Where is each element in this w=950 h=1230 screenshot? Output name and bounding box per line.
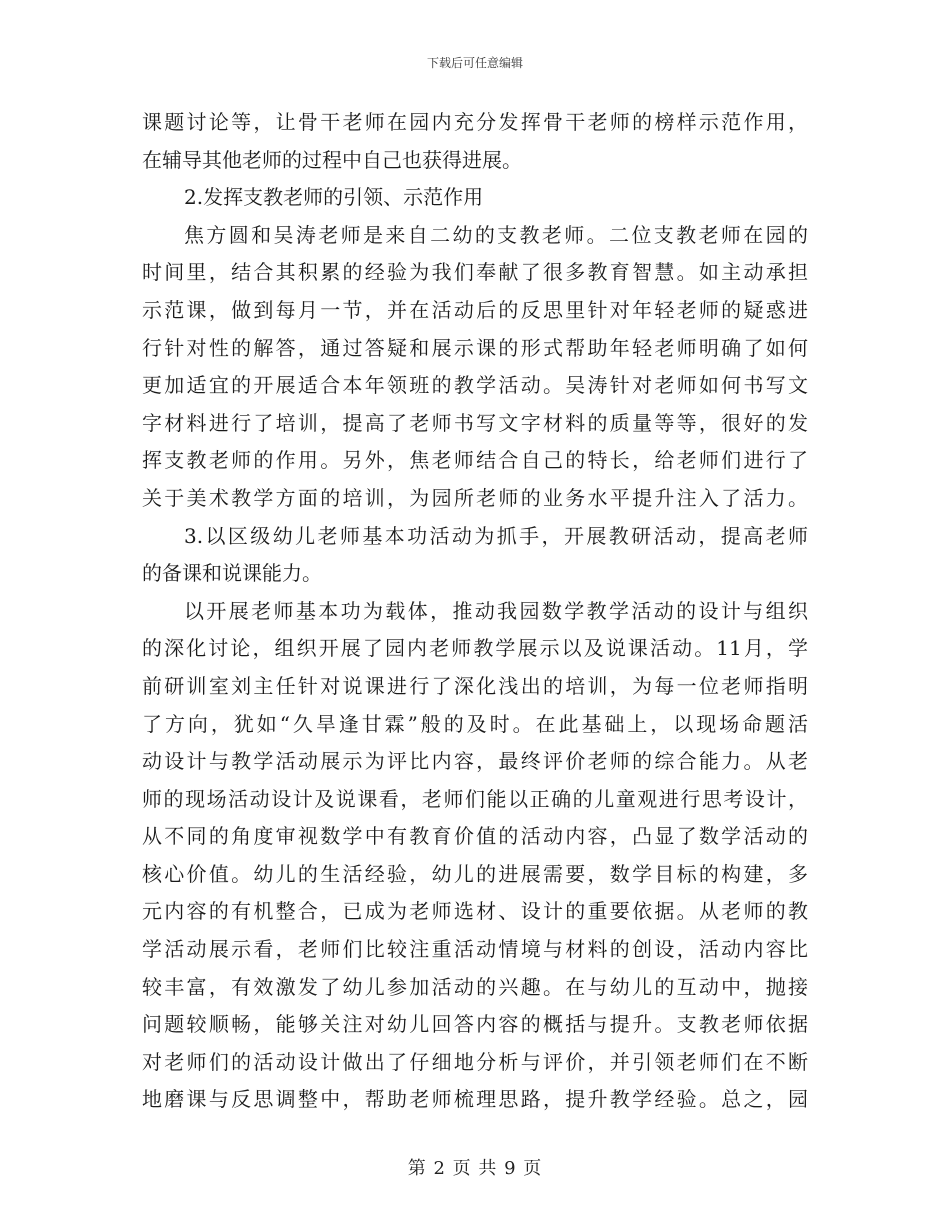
- text-line: 问题较顺畅，能够关注对幼儿回答内容的概括与提升。支教老师依据: [142, 1012, 808, 1037]
- text-line: 了方向，犹如“久旱逢甘霖”般的及时。在此基础上，以现场命题活: [142, 711, 808, 736]
- text-line: 核心价值。幼儿的生活经验，幼儿的进展需要，数学目标的构建，多: [142, 861, 808, 886]
- text-line: 时间里，结合其积累的经验为我们奉献了很多教育智慧。如主动承担: [142, 260, 808, 285]
- text-line: 在辅导其他老师的过程中自己也获得进展。: [142, 147, 522, 172]
- text-line: 学活动展示看，老师们比较注重活动情境与材料的创设，活动内容比: [142, 937, 808, 962]
- text-line: 师的现场活动设计及说课看，老师们能以正确的儿童观进行思考设计，: [142, 786, 808, 811]
- text-line: 动设计与教学活动展示为评比内容，最终评价老师的综合能力。从老: [142, 749, 808, 774]
- text-line: 课题讨论等，让骨干老师在园内充分发挥骨干老师的榜样示范作用，: [142, 110, 808, 134]
- text-line: 地磨课与反思调整中，帮助老师梳理思路，提升教学经验。总之，园: [142, 1087, 808, 1112]
- page-indicator: 第 2 页 共 9 页: [407, 1158, 543, 1179]
- text-line: 以开展老师基本功为载体，推动我园数学教学活动的设计与组织: [184, 598, 808, 623]
- text-line: 字材料进行了培训，提高了老师书写文字材料的质量等等，很好的发: [142, 410, 808, 435]
- text-line: 的深化讨论，组织开展了园内老师教学展示以及说课活动。11月，学: [142, 636, 808, 661]
- text-line: 较丰富，有效激发了幼儿参加活动的兴趣。在与幼儿的互动中，抛接: [142, 974, 808, 999]
- text-line: 行针对性的解答，通过答疑和展示课的形式帮助年轻老师明确了如何: [142, 335, 808, 360]
- text-line: 挥支教老师的作用。另外，焦老师结合自己的特长，给老师们进行了: [142, 448, 808, 473]
- text-line: 关于美术教学方面的培训，为园所老师的业务水平提升注入了活力。: [142, 485, 808, 510]
- page-header: [0, 54, 950, 71]
- text-line: 对老师们的活动设计做出了仔细地分析与评价，并引领老师们在不断: [142, 1049, 808, 1074]
- section-heading-continued: 的备课和说课能力。: [142, 561, 322, 586]
- text-line: 示范课，做到每月一节，并在活动后的反思里针对年轻老师的疑惑进: [142, 297, 808, 322]
- section-heading: 2.发挥支教老师的引领、示范作用: [184, 185, 484, 210]
- text-line: 前研训室刘主任针对说课进行了深化浅出的培训，为每一位老师指明: [142, 673, 808, 698]
- text-line: 元内容的有机整合，已成为老师选材、设计的重要依据。从老师的教: [142, 899, 808, 924]
- header-note: 下载后可任意编辑: [426, 56, 523, 70]
- text-line: 从不同的角度审视数学中有教育价值的活动内容，凸显了数学活动的: [142, 824, 808, 849]
- section-heading: 3.以区级幼儿老师基本功活动为抓手，开展教研活动，提高老师: [184, 523, 808, 548]
- text-line: 更加适宜的开展适合本年领班的教学活动。吴涛针对老师如何书写文: [142, 373, 808, 398]
- page-footer: [0, 1154, 950, 1180]
- text-line: 焦方圆和吴涛老师是来自二幼的支教老师。二位支教老师在园的: [184, 222, 808, 247]
- document-body: [142, 104, 808, 1119]
